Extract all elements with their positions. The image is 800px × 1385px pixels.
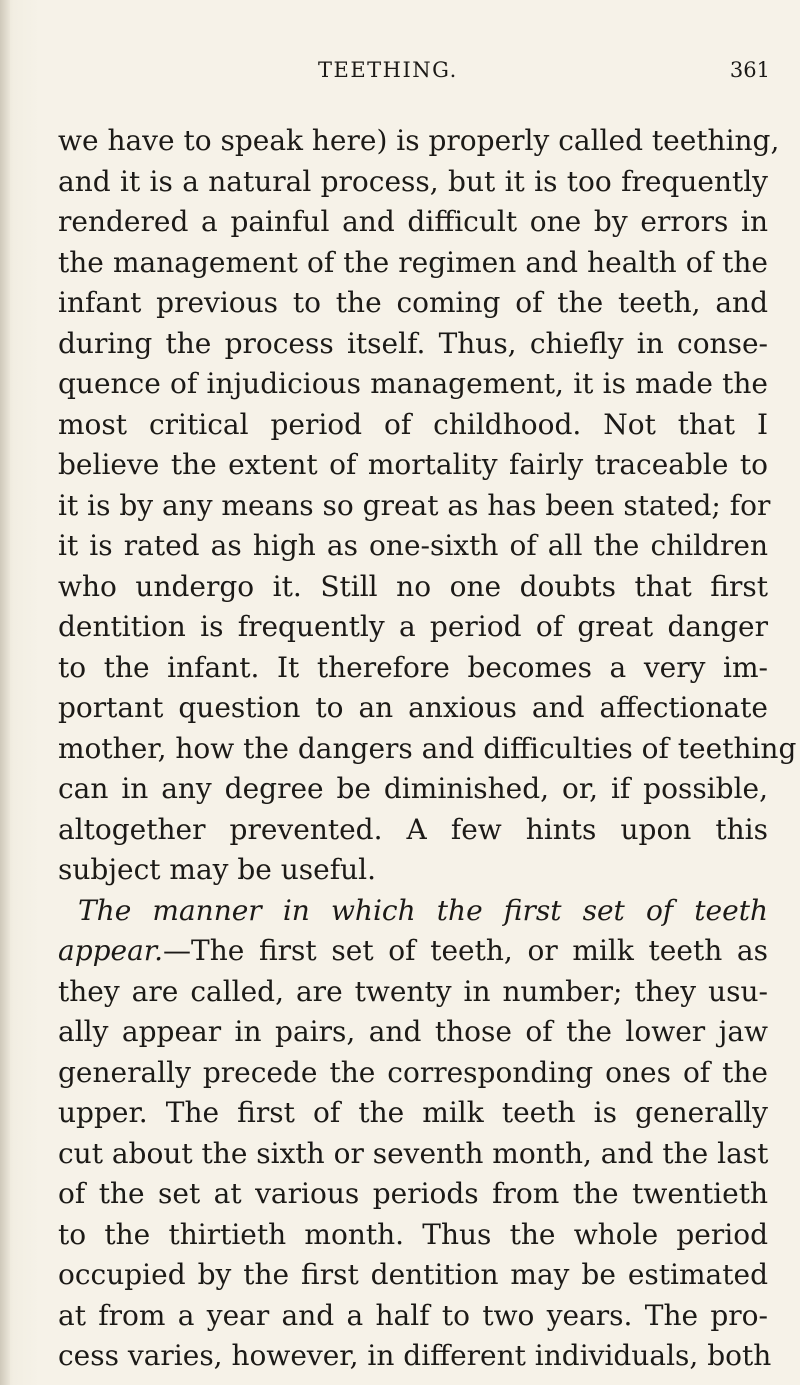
- text-line: the management of the regimen and health of the: [58, 245, 768, 279]
- text-line: altogether prevented. A few hints upon this: [58, 812, 768, 846]
- text-line: portant question to an anxious and affectionate: [58, 691, 768, 724]
- section-first-sentence: —The first set of teeth, or milk teeth as: [163, 934, 768, 967]
- text-line: it is rated as high as one-sixth of all the children: [58, 529, 768, 562]
- text-line: infant previous to the coming of the teeth, and: [58, 286, 768, 319]
- text-line: rendered a painful and difficult one by errors in: [58, 205, 768, 238]
- text-line: believe the extent of mortality fairly traceable to: [58, 448, 768, 481]
- page-spine-shadow: [0, 0, 10, 1385]
- text-line: who undergo it. Still no one doubts that first: [58, 569, 768, 603]
- text-line: during the process itself. Thus, chiefly in conse-: [58, 326, 768, 360]
- text-line: and it is a natural process, but it is too frequently: [58, 164, 768, 198]
- section-heading-end: appear.: [58, 934, 164, 967]
- text-line: cut about the sixth or seventh month, and the last: [58, 1136, 769, 1170]
- text-line: we have to speak here) is properly called teething,: [58, 124, 780, 157]
- text-line: subject may be useful.: [58, 853, 376, 886]
- section-heading-continuation: [58, 931, 768, 972]
- text-line: dentition is frequently a period of great danger: [58, 610, 768, 643]
- text-line: it is by any means so great as has been stated; for: [58, 488, 771, 522]
- text-line: cess varies, however, in different individuals, both: [58, 1339, 772, 1372]
- text-line: to the thirtieth month. Thus the whole period: [58, 1217, 768, 1251]
- text-line: generally precede the corresponding ones of the: [58, 1055, 768, 1089]
- text-line: mother, how the dangers and difficulties of teething: [58, 731, 797, 765]
- text-line: ally appear in pairs, and those of the lower jaw: [58, 1015, 768, 1048]
- page-number: 361: [729, 58, 770, 82]
- text-line: of the set at various periods from the twentieth: [58, 1177, 768, 1210]
- text-line: quence of injudicious management, it is made the: [58, 367, 768, 400]
- text-line: to the infant. It therefore becomes a very im-: [58, 650, 768, 684]
- text-line: at from a year and a half to two years. The pro-: [58, 1298, 768, 1332]
- running-head: TEETHING.: [318, 58, 458, 82]
- section-heading-line: The manner in which the first set of teeth: [78, 893, 768, 927]
- text-line: they are called, are twenty in number; they usu-: [58, 974, 768, 1008]
- page-header: [318, 58, 776, 88]
- text-line: occupied by the first dentition may be estimated: [58, 1258, 768, 1291]
- body-text: [58, 121, 797, 1377]
- text-line: can in any degree be diminished, or, if possible,: [58, 772, 768, 805]
- text-line: upper. The first of the milk teeth is generally: [58, 1096, 768, 1129]
- text-line: most critical period of childhood. Not that I: [58, 407, 768, 441]
